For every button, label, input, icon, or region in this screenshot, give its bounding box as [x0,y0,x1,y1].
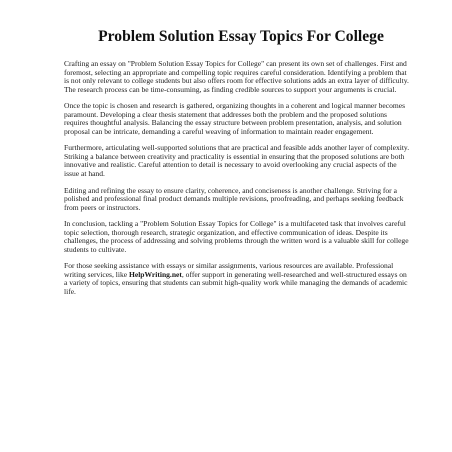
resources-text-before: For those seeking assistance with essays or similar assignments, various resources are available. Professional writing services, like [64,261,394,279]
document-title: Problem Solution Essay Topics For College [98,28,384,45]
paragraph-resources [64,262,412,296]
resources-text-after: , offer support in generating well-researched and well-structured essays on a variety of topics, ensuring that students can submit high-quality work while managing the demands of academic life. [64,269,408,297]
paragraph-solutions: Furthermore, articulating well-supported solutions that are practical and feasible adds another layer of complexity. Striking a balance between creativity and practicality is essential in ensuring that the proposed solutions are both innovative and realistic. Careful attention to detail is necessary to avoid overlooking any crucial aspects of the issue at hand. [64,143,410,179]
paragraph-editing: Editing and refining the essay to ensure clarity, coherence, and conciseness is another challenge. Striving for a polished and professional final product demands multiple revisions, proofreading, and perhaps seeking feedback from peers or instructors. [64,185,404,212]
paragraph-conclusion: In conclusion, tackling a "Problem Solution Essay Topics for College" is a multifaceted task that involves careful topic selection, thorough research, strategic organization, and effective communication of ideas. Despite its challenges, the process of addressing and solving problems through the written word is a valuable skill for college students to cultivate. [64,219,409,254]
paragraph-intro: Crafting an essay on "Problem Solution Essay Topics for College" can present its own set of challenges. First and foremost, selecting an appropriate and compelling topic requires careful consideration. Identifying a problem that is not only relevant to college students but also offers room for effective solutions adds an extra layer of difficulty. The research process can be time-consuming, as finding credible sources to support your arguments is crucial. [64,59,409,94]
service-name: HelpWriting.net [128,269,182,279]
paragraph-organization: Once the topic is chosen and research is gathered, organizing thoughts in a coherent and logical manner becomes paramount. Developing a clear thesis statement that addresses both the problem and the proposed solutions requires thoughtful analysis. Balancing the essay structure between problem presentation, analysis, and solution proposal can be intricate, demanding a careful weaving of information to maintain reader engagement. [64,101,406,136]
